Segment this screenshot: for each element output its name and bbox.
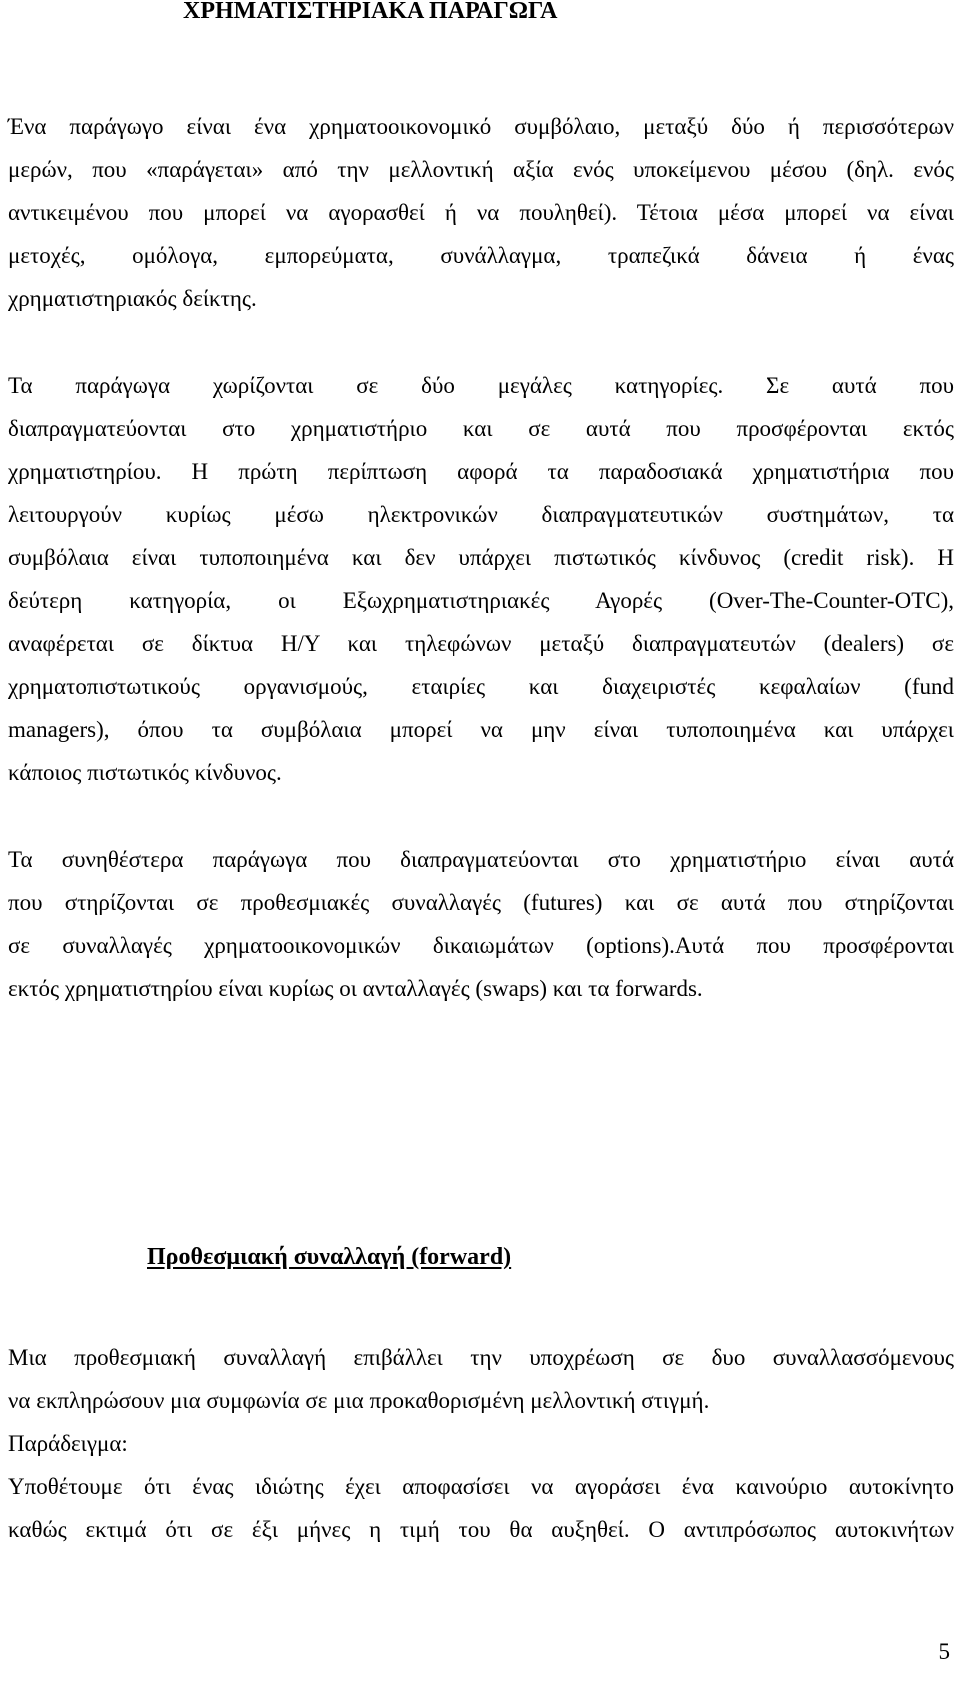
text-line: Υποθέτουμε ότι ένας ιδιώτης έχει αποφασίσει να αγοράσει ένα καινούριο αυτοκίνητο [8,1474,954,1499]
text-line: σε συναλλαγές χρηματοοικονομικών δικαιωμάτων (options).Αυτά που προσφέρονται [8,933,954,958]
text-line: δεύτερη κατηγορία, οι Εξωχρηματιστηριακές Αγορές (Over-The-Counter-OTC), [8,588,954,613]
text-line: μετοχές, ομόλογα, εμπορεύματα, συνάλλαγμα, τραπεζικά δάνεια ή ένας [8,243,954,268]
text-line: χρηματιστηρίου. Η πρώτη περίπτωση αφορά τα παραδοσιακά χρηματιστήρια που [8,459,954,484]
text-line: κάποιος πιστωτικός κίνδυνος. [8,760,282,785]
text-line: managers), όπου τα συμβόλαια μπορεί να μην είναι τυποποιημένα και υπάρχει [8,717,954,742]
text-line: Τα συνηθέστερα παράγωγα που διαπραγματεύονται στο χρηματιστήριο είναι αυτά [8,847,954,872]
text-line: αντικειμένου που μπορεί να αγορασθεί ή να πουληθεί). Τέτοια μέσα μπορεί να είναι [8,200,954,225]
categories-paragraph [8,364,954,794]
text-line: λειτουργούν κυρίως μέσω ηλεκτρονικών διαπραγματευτικών συστημάτων, τα [8,502,954,527]
text-line: χρηματοπιστωτικούς οργανισμούς, εταιρίες και διαχειριστές κεφαλαίων (fund [8,674,954,699]
text-line: Ένα παράγωγο είναι ένα χρηματοοικονομικό συμβόλαιο, μεταξύ δύο ή περισσότερων [8,114,954,139]
text-line: καθώς εκτιμά ότι σε έξι μήνες η τιμή του θα αυξηθεί. Ο αντιπρόσωπος αυτοκινήτων [8,1517,954,1542]
text-line: Παράδειγμα: [8,1431,128,1456]
text-line: μερών, που «παράγεται» από την μελλοντική αξία ενός υποκείμενου μέσου (δηλ. ενός [8,157,954,182]
text-line: χρηματιστηριακός δείκτης. [8,286,257,311]
common-derivatives-paragraph [8,838,954,1010]
forward-paragraph [8,1336,954,1422]
text-line: συμβόλαια είναι τυποποιημένα και δεν υπάρχει πιστωτικός κίνδυνος (credit risk). Η [8,545,954,570]
text-line: αναφέρεται σε δίκτυα Η/Υ και τηλεφώνων μεταξύ διαπραγματευτών (dealers) σε [8,631,954,656]
text-line: που στηρίζονται σε προθεσμιακές συναλλαγές (futures) και σε αυτά που στηρίζονται [8,890,954,915]
forward-section-heading: Προθεσμιακή συναλλαγή (forward) [147,1244,512,1270]
page-title: ΧΡΗΜΑΤΙΣΤΗΡΙΑΚΑ ΠΑΡΑΓΩΓΑ [183,0,558,24]
example-label [8,1422,954,1465]
intro-paragraph [8,105,954,320]
text-line: Μια προθεσμιακή συναλλαγή επιβάλλει την υποχρέωση σε δυο συναλλασσόμενους [8,1345,954,1370]
example-paragraph [8,1465,954,1551]
text-line: διαπραγματεύονται στο χρηματιστήριο και σε αυτά που προσφέρονται εκτός [8,416,954,441]
page-number: 5 [938,1639,950,1664]
text-line: εκτός χρηματιστηρίου είναι κυρίως οι ανταλλαγές (swaps) και τα forwards. [8,976,703,1001]
text-line: να εκπληρώσουν μια συμφωνία σε μια προκαθορισμένη μελλοντική στιγμή. [8,1388,710,1413]
text-line: Τα παράγωγα χωρίζονται σε δύο μεγάλες κατηγορίες. Σε αυτά που [8,373,954,398]
